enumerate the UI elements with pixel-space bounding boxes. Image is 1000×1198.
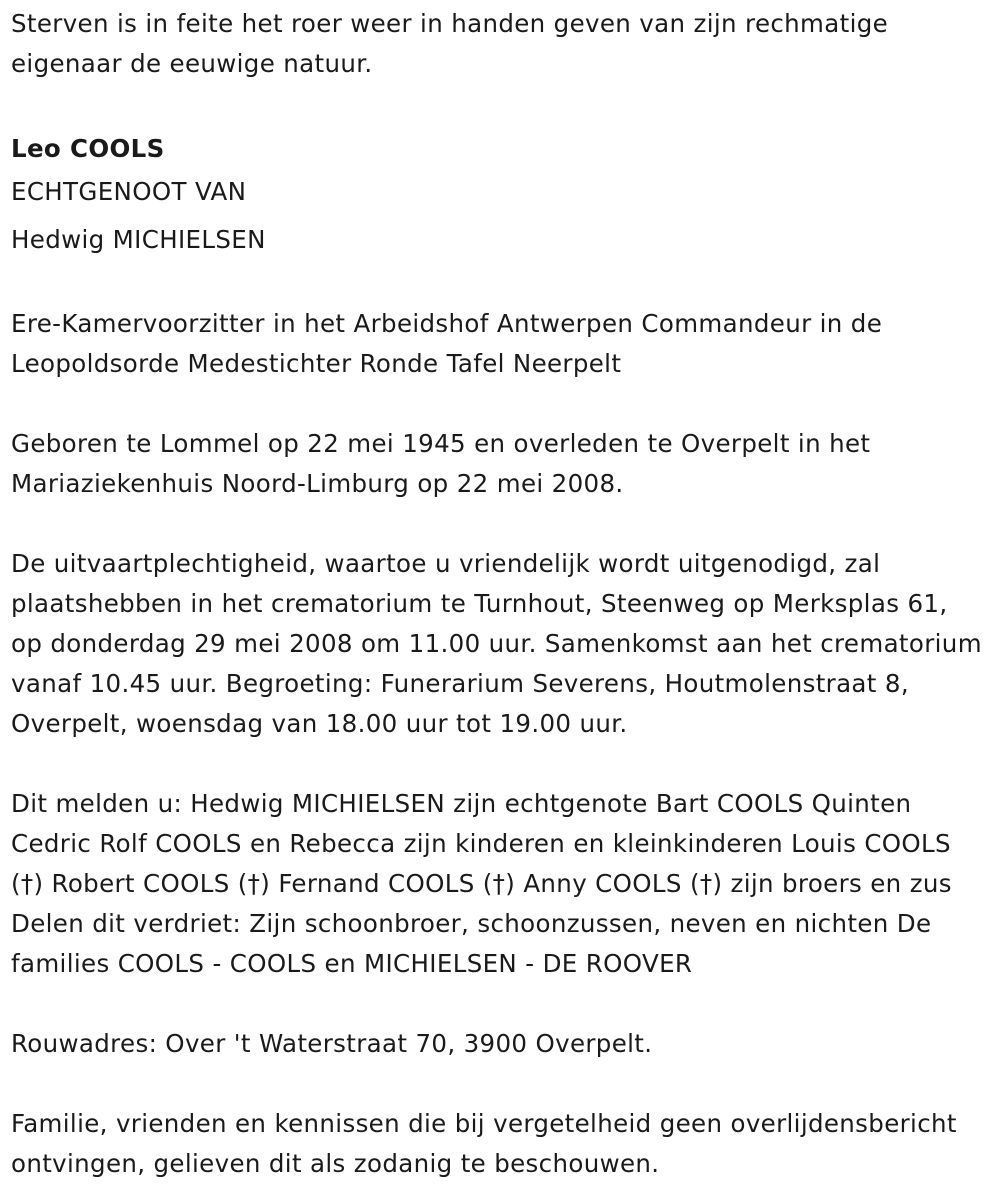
family-paragraph: Dit melden u: Hedwig MICHIELSEN zijn echtgenote Bart COOLS Quinten Cedric Rolf COOLS en Rebecca zijn kinderen en kleinkinderen Louis COOLS (†) Robert COOLS (†) Fernand COOLS (†) Anny COOLS (†) zijn broers en zus Delen dit verdriet: Zijn schoonbroer, schoonzussen, neven en nichten De families COOLS - COOLS en MICHIELSEN - DE ROOVER [11, 789, 952, 978]
spouse-name: Hedwig MICHIELSEN [11, 225, 266, 254]
ceremony-paragraph: De uitvaartplechtigheid, waartoe u vriendelijk wordt uitgenodigd, zal plaatshebben in het crematorium te Turnhout, Steenweg op Merksplas 61, op donderdag 29 mei 2008 om 11.00 uur. Samenkomst aan het crematorium vanaf 10.45 uur. Begroeting: Funerarium Severens, Houtmolenstraat 8, Overpelt, woensdag van 18.00 uur tot 19.00 uur. [11, 549, 982, 738]
obituary-document [11, 4, 986, 1184]
address-paragraph: Rouwadres: Over 't Waterstraat 70, 3900 Overpelt. [11, 1029, 653, 1058]
deceased-name: Leo COOLS [11, 134, 165, 163]
relation-label: ECHTGENOOT VAN [11, 177, 247, 206]
birth-death-paragraph: Geboren te Lommel op 22 mei 1945 en overleden te Overpelt in het Mariaziekenhuis Noord-Limburg op 22 mei 2008. [11, 429, 871, 498]
titles-paragraph: Ere-Kamervoorzitter in het Arbeidshof Antwerpen Commandeur in de Leopoldsorde Medestichter Ronde Tafel Neerpelt [11, 309, 883, 378]
closing-note: Familie, vrienden en kennissen die bij vergetelheid geen overlijdensbericht ontvingen, gelieven dit als zodanig te beschouwen. [11, 1109, 957, 1178]
opening-quote: Sterven is in feite het roer weer in handen geven van zijn rechmatige eigenaar de eeuwige natuur. [11, 9, 889, 78]
